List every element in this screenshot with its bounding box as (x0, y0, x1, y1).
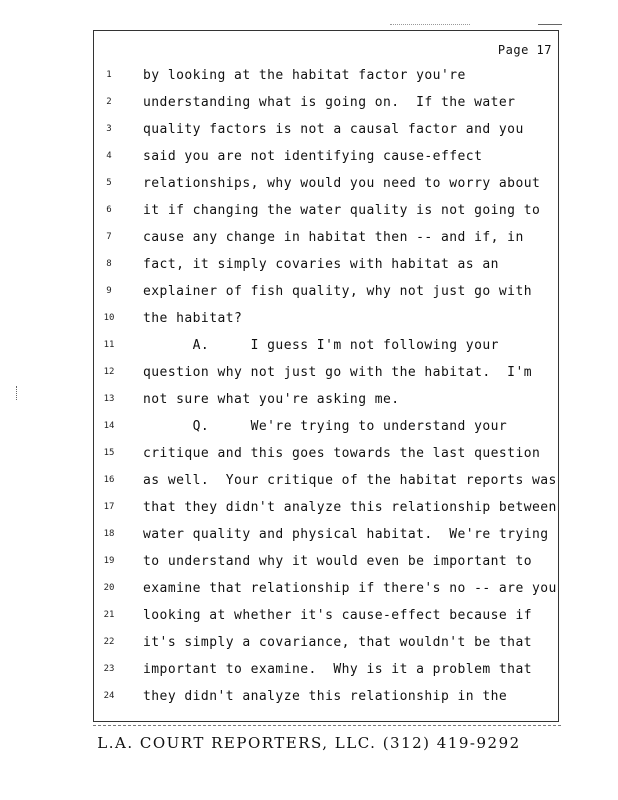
transcript-line (94, 635, 560, 655)
transcript-line (94, 68, 560, 88)
transcript-line (94, 95, 560, 115)
transcript-line (94, 311, 560, 331)
line-number: 3 (106, 124, 112, 134)
line-text: it if changing the water quality is not going to (143, 203, 541, 218)
transcript-line (94, 122, 560, 142)
transcript-line (94, 473, 560, 493)
line-text: to understand why it would even be important to (143, 554, 533, 569)
transcript-line (94, 203, 560, 223)
transcript-line (94, 149, 560, 169)
line-text: that they didn't analyze this relationship between (143, 500, 557, 515)
transcript-line (94, 527, 560, 547)
transcript-line (94, 581, 560, 601)
line-text: fact, it simply covaries with habitat as an (143, 257, 499, 272)
line-text: understanding what is going on. If the water (143, 95, 516, 110)
transcript-line (94, 446, 560, 466)
transcript-page (93, 30, 559, 722)
line-number: 14 (103, 421, 115, 431)
line-text: important to examine. Why is it a problem that (143, 662, 533, 677)
line-text: critique and this goes towards the last question (143, 446, 541, 461)
transcript-line (94, 284, 560, 304)
line-number: 10 (103, 313, 115, 323)
transcript-line (94, 338, 560, 358)
line-text: the habitat? (143, 311, 243, 326)
scan-artifact-top (390, 24, 470, 25)
scan-artifact-left (16, 386, 19, 400)
page-number: Page 17 (497, 43, 552, 57)
line-number: 21 (103, 610, 115, 620)
line-number: 9 (106, 286, 112, 296)
transcript-line (94, 392, 560, 412)
line-number: 6 (106, 205, 112, 215)
line-number: 15 (103, 448, 115, 458)
line-number: 13 (103, 394, 115, 404)
line-number: 24 (103, 691, 115, 701)
transcript-line (94, 500, 560, 520)
transcript-line (94, 662, 560, 682)
line-text: relationships, why would you need to worry about (143, 176, 541, 191)
line-text: water quality and physical habitat. We're trying (143, 527, 549, 542)
line-number: 18 (103, 529, 115, 539)
transcript-line (94, 257, 560, 277)
line-number: 22 (103, 637, 115, 647)
line-number: 16 (103, 475, 115, 485)
line-text: by looking at the habitat factor you're (143, 68, 466, 83)
line-number: 17 (103, 502, 115, 512)
line-text: Q. We're trying to understand your (143, 419, 508, 434)
line-number: 19 (103, 556, 115, 566)
line-text: examine that relationship if there's no -- are you (143, 581, 557, 596)
line-number: 5 (106, 178, 112, 188)
line-number: 1 (106, 70, 112, 80)
line-text: A. I guess I'm not following your (143, 338, 499, 353)
line-text: as well. Your critique of the habitat reports was (143, 473, 557, 488)
line-text: looking at whether it's cause-effect because if (143, 608, 533, 623)
line-number: 8 (106, 259, 112, 269)
line-number: 12 (103, 367, 115, 377)
line-text: they didn't analyze this relationship in the (143, 689, 508, 704)
transcript-line (94, 689, 560, 709)
transcript-line (94, 554, 560, 574)
line-number: 4 (106, 151, 112, 161)
line-text: said you are not identifying cause-effect (143, 149, 483, 164)
line-number: 20 (103, 583, 115, 593)
transcript-line (94, 365, 560, 385)
line-number: 11 (103, 340, 115, 350)
line-text: question why not just go with the habitat. I'm (143, 365, 533, 380)
line-text: not sure what you're asking me. (143, 392, 400, 407)
court-reporter-footer: L.A. COURT REPORTERS, LLC. (312) 419-9292 (97, 734, 521, 752)
line-number: 2 (106, 97, 112, 107)
transcript-line (94, 608, 560, 628)
line-text: quality factors is not a causal factor and you (143, 122, 524, 137)
transcript-line (94, 176, 560, 196)
scan-artifact-top-right (538, 24, 562, 25)
transcript-line (94, 419, 560, 439)
line-number: 23 (103, 664, 115, 674)
line-text: cause any change in habitat then -- and if, in (143, 230, 524, 245)
transcript-line (94, 230, 560, 250)
line-text: explainer of fish quality, why not just go with (143, 284, 533, 299)
line-text: it's simply a covariance, that wouldn't be that (143, 635, 533, 650)
line-number: 7 (106, 232, 112, 242)
